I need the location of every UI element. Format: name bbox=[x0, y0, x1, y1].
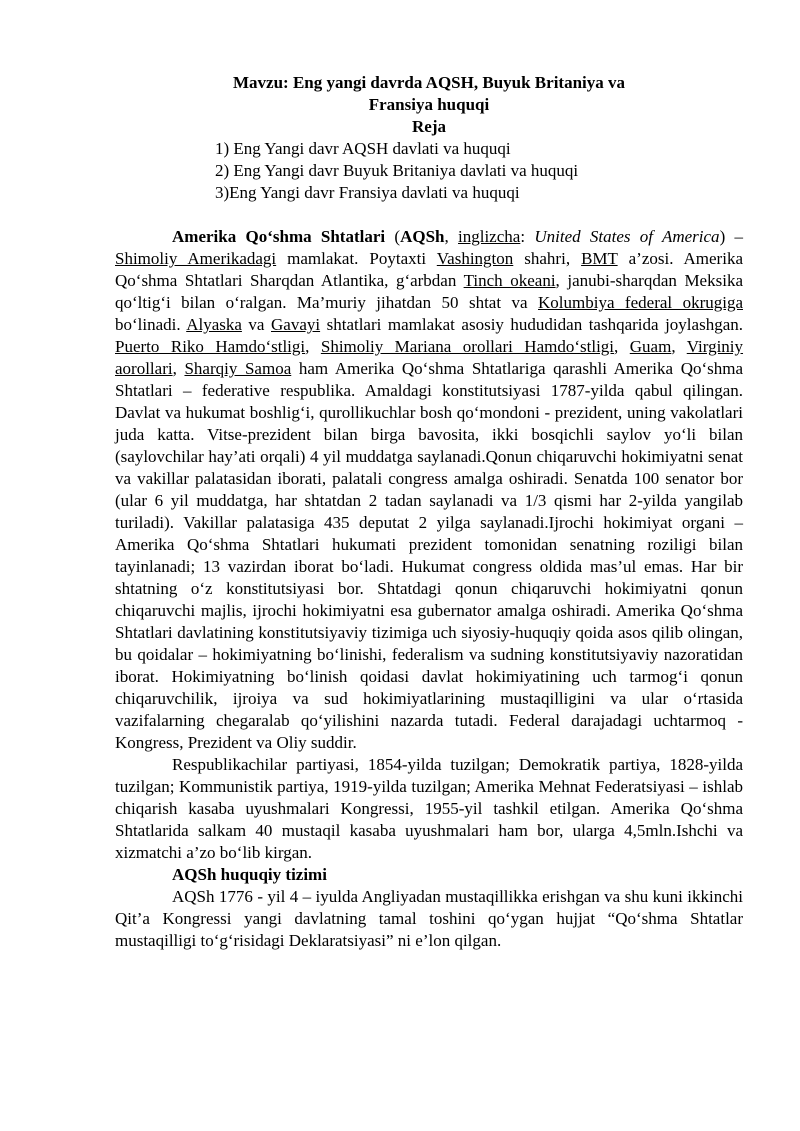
plan-heading: Reja bbox=[412, 117, 446, 136]
paragraph-parties: Respublikachilar partiyasi, 1854-yilda tuzilgan; Demokratik partiya, 1828-yilda tuzilgan; Kommunistik partiya, 1919-yilda tuzilgan; Amerika Mehnat Federatsiyasi – ishlab chiqarish kasaba uyushmalari Kongressi, 1955-yil tashkil etilgan. Amerika Qo‘shma Shtatlarida salkam 40 mustaqil kasaba uyushmalari ham bor, ularga 4,5mln.Ishchi va xizmatchi a’zo bo‘lib kirgan. bbox=[115, 755, 743, 862]
link-gavayi[interactable]: Gavayi bbox=[271, 315, 321, 334]
text-span: ( bbox=[385, 227, 401, 246]
link-guam[interactable]: Guam bbox=[629, 337, 672, 356]
text-span: bo‘linadi. bbox=[115, 315, 187, 334]
document-title-line-1: Mavzu: Eng yangi davrda AQSH, Buyuk Britaniya va bbox=[232, 73, 626, 92]
text-span: , bbox=[614, 337, 630, 356]
text-span: mamlakat. Poytaxti bbox=[276, 249, 437, 268]
text-span: ham Amerika Qo‘shma Shtatlariga qarashli Amerika Qo‘shma Shtatlari – federative respublika. Amaldagi konstitutsiyasi 1787-yilda qabul qilingan. Davlat va hukumat boshlig‘i, qurollikuchlar bosh qo‘mondoni - prezident, uning vakolatlari juda katta. Vitse-prezident bilan birga bavosita, ikki bosqichli saylov yo‘li bilan (saylovchilar hay’ati orqali) 4 yil muddatga saylanadi.Qonun chiqaruvchi hokimiyatni senat va vakillar palatasidan iborati, palatali congress amalga oshiradi. Senatda 100 senator bor (ular 6 yil muddatga, har shtatdan 2 tadan saylanadi va 1/3 qismi har 2-yilda yangilab turiladi). Vakillar palatasiga 435 deputat 2 yilga saylanadi.Ijrochi hokimiyat organi – Amerika Qo‘shma Shtatlari hukumati prezident tomonidan senatning roziligi bilan tayinlanadi; 13 vazirdan iborat bo‘ladi. Hukumat congress oldida mas’ul emas. Har bir shtatning o‘z konstitutsiyasi bor. Shtatdagi qonun chiqaruvchi hokimiyatni qonun chiqaruvchi majlis, ijrochi hokimiyatni esa gubernator amalga oshiradi. Amerika Qo‘shma Shtatlari davlatining konstitutsiyaviy tizimiga uch siyosiy-huquqiy qoida asos qilib olingan, bu qoidalar – hokimiyatning bo‘linishi, federalism va sudning konstitutsiyaviy nazoratidan iborat. Hokimiyatning bo‘linish qoidasi davlat hokimiyatining uch tarmog‘i qonun chiqaruvchilik, ijroiya va sud hokimiyatlarining mustaqilligini va ular o‘rtasida vazifalarning chegaralab qo‘yilishini nazarda tutadi. Federal darajadagi uchtarmoq - Kongress, Prezident va Oliy suddir. bbox=[115, 359, 744, 752]
plan-item: 1) Eng Yangi davr AQSH davlati va huquqi bbox=[215, 139, 511, 158]
link-virginiy-orollari[interactable]: Virginiy aorollari bbox=[115, 337, 744, 378]
link-puerto-riko[interactable]: Puerto Riko Hamdo‘stligi bbox=[115, 337, 306, 356]
link-sharqiy-samoa[interactable]: Sharqiy Samoa bbox=[184, 359, 292, 378]
text-span: , bbox=[172, 359, 185, 378]
link-tinch-okeani[interactable]: Tinch okeani bbox=[463, 271, 556, 290]
text-span: , janubi-sharqdan Meksika qo‘ltig‘i bilan o‘ralgan. Ma’muriy jihatdan 50 shtat va bbox=[115, 271, 743, 312]
text-span: a’zosi. Amerika Qo‘shma Shtatlari Sharqdan Atlantika, g‘arbdan bbox=[115, 249, 743, 290]
term-aqsh: AQSh bbox=[400, 227, 445, 246]
text-span: , bbox=[671, 337, 687, 356]
text-span: , bbox=[305, 337, 321, 356]
text-span: shahri, bbox=[513, 249, 582, 268]
link-vashington[interactable]: Vashington bbox=[436, 249, 514, 268]
paragraph-independence: AQSh 1776 - yil 4 – iyulda Angliyadan mustaqillikka erishgan va shu kuni ikkinchi Qit’a Kongressi yangi davlatning tamal toshini qo‘ygan hujjat “Qo‘shma Shtatlar mustaqilligi to‘g‘risidagi Deklaratsiyasi” ni e’lon qilgan. bbox=[115, 887, 743, 950]
document-title-line-2: Fransiya huquqi bbox=[368, 95, 490, 114]
term-usa: Amerika Qo‘shma Shtatlari bbox=[172, 227, 386, 246]
link-bmt[interactable]: BMT bbox=[581, 249, 618, 268]
plan-list bbox=[215, 138, 743, 204]
text-span: ) – bbox=[719, 227, 744, 246]
link-alyaska[interactable]: Alyaska bbox=[186, 315, 242, 334]
text-span: , bbox=[444, 227, 459, 246]
plan-item: 2) Eng Yangi davr Buyuk Britaniya davlati va huquqi bbox=[215, 161, 579, 180]
section-heading-legal-system: AQSh huquqiy tizimi bbox=[172, 865, 327, 884]
link-shimoliy-amerika[interactable]: Shimoliy Amerikadagi bbox=[115, 249, 277, 268]
plan-item: 3)Eng Yangi davr Fransiya davlati va huquqi bbox=[215, 183, 520, 202]
text-span: : bbox=[520, 227, 535, 246]
text-span: va bbox=[241, 315, 271, 334]
paragraph-usa-overview bbox=[115, 226, 743, 754]
english-name: United States of America bbox=[534, 227, 720, 246]
link-shimoliy-mariana[interactable]: Shimoliy Mariana orollari Hamdo‘stligi bbox=[320, 337, 615, 356]
text-span: shtatlari mamlakat asosiy hududidan tashqarida joylashgan. bbox=[320, 315, 743, 334]
link-kolumbiya[interactable]: Kolumbiya federal okrugiga bbox=[538, 293, 743, 312]
link-inglizcha[interactable]: inglizcha bbox=[458, 227, 521, 246]
document-page bbox=[115, 72, 743, 952]
